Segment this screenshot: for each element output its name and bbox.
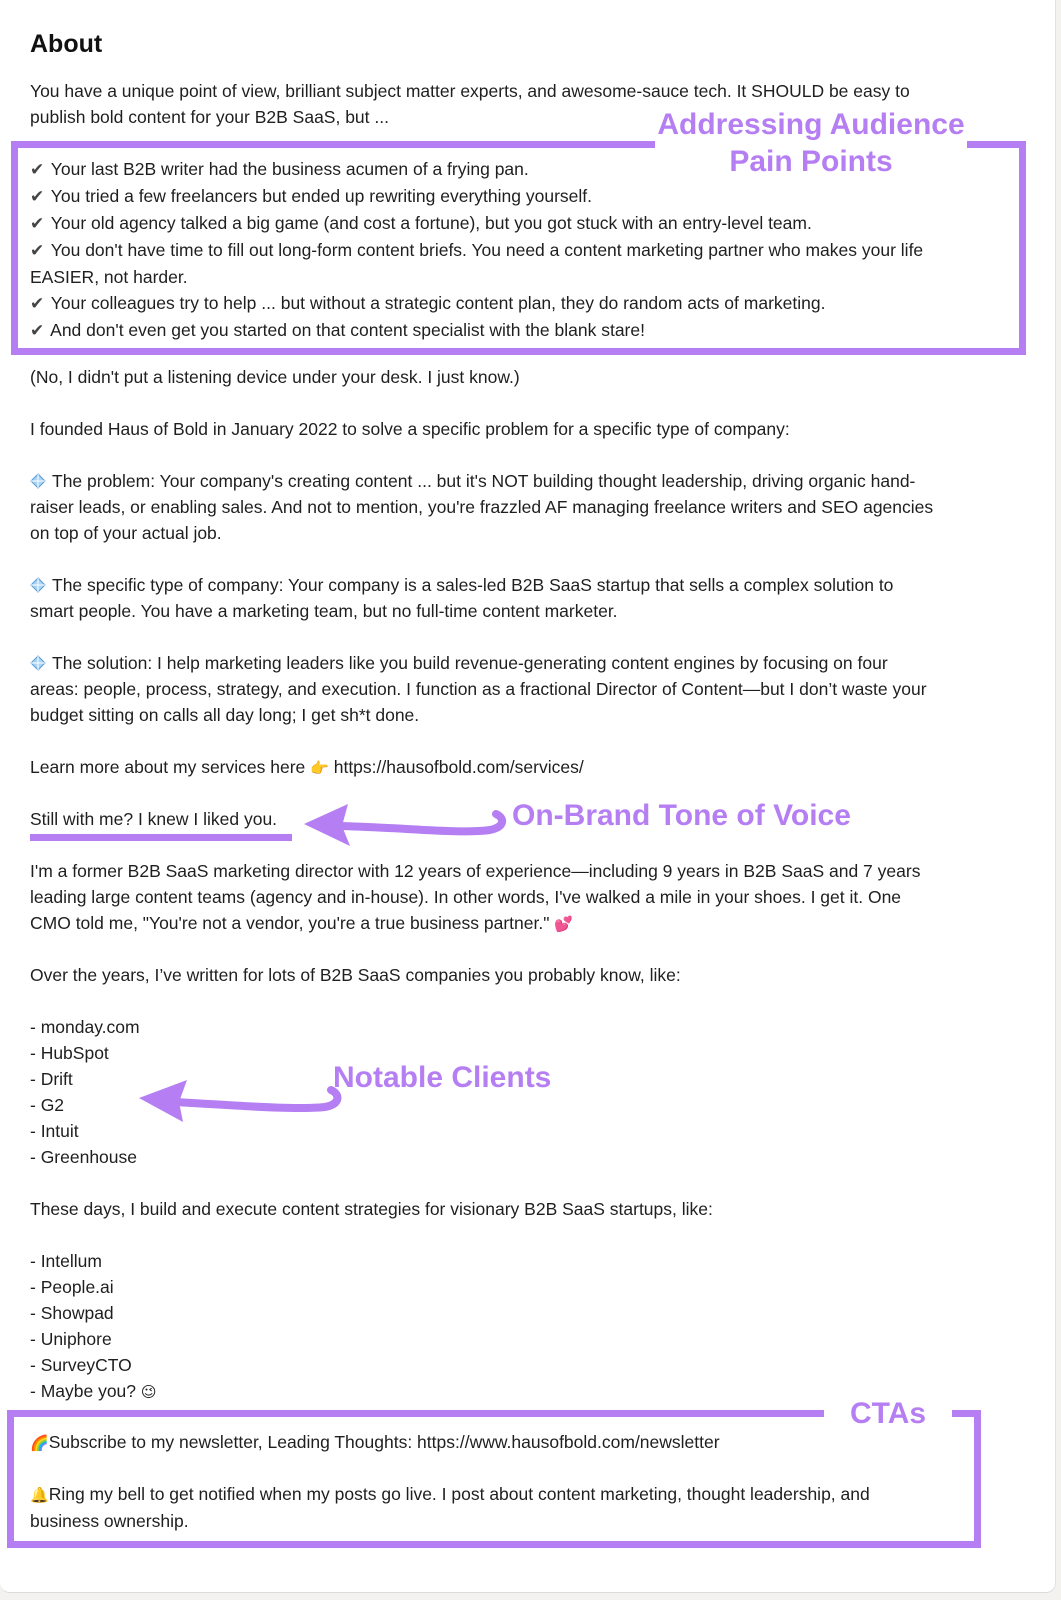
client-item: - Maybe you? 😉	[30, 1381, 157, 1401]
pain-point-item: ✔ You don't have time to fill out long-form content briefs. You need a content marketing partner who makes your life	[30, 240, 924, 260]
clients-annotation-label: Notable Clients	[333, 1061, 552, 1094]
founded-text: I founded Haus of Bold in January 2022 to solve a specific problem for a specific type of company:	[30, 419, 790, 439]
pain-point-item: ✔ Your last B2B writer had the business acumen of a frying pan.	[30, 159, 529, 179]
pointing-hand-icon: 👉	[310, 759, 329, 777]
diamond-icon	[30, 577, 46, 593]
ctas-annotation-label: CTAs	[849, 1397, 927, 1430]
winking-face-icon: 😉	[140, 1383, 157, 1401]
client-item: - Showpad	[30, 1303, 114, 1323]
hearts-icon: 💕	[554, 915, 573, 933]
diamond-icon	[30, 655, 46, 671]
intro-paragraph: You have a unique point of view, brilliant subject matter experts, and awesome-sauce tech. It SHOULD be easy to publish bold content for your B2B SaaS, but ...	[30, 81, 910, 127]
pain-point-item: ✔ And don't even get you started on that content specialist with the blank stare!	[30, 320, 645, 340]
pain-point-item: ✔ Your colleagues try to help ... but without a strategic content plan, they do random acts of marketing.	[30, 293, 826, 313]
services-link[interactable]: https://hausofbold.com/services/	[333, 757, 584, 777]
tone-annotation-label: On-Brand Tone of Voice	[512, 799, 851, 832]
rainbow-icon: 🌈	[30, 1434, 49, 1452]
pain-points-list: ✔ Your last B2B writer had the business acumen of a frying pan. ✔ You tried a few freelancers but ended up rewriting everything yourself. ✔ Your old agency talked a big game (and cost a fortune), but you got stuck with an entry-level team. ✔ You don't have time to fill out long-form content briefs. You need a content marketing partner who makes your life EASIER, not harder. ✔ Your colleagues try to help ... but without a strategic content plan, they do random acts of marketing. ✔ And don't even get you started on that content specialist with the blank stare!	[30, 156, 1020, 344]
client-item: - Greenhouse	[30, 1147, 138, 1167]
services-line: Learn more about my services here 👉 https://hausofbold.com/services/	[30, 757, 584, 777]
client-item: - SurveyCTO	[30, 1355, 132, 1375]
pain-points-annotation-label: Addressing Audience Pain Points	[657, 108, 965, 178]
checkmark-icon: ✔	[30, 241, 45, 260]
client-item: - HubSpot	[30, 1043, 109, 1063]
diamond-icon	[30, 473, 46, 489]
client-item: - Intuit	[30, 1121, 79, 1141]
client-item: - People.ai	[30, 1277, 114, 1297]
client-item: - G2	[30, 1095, 65, 1115]
checkmark-icon: ✔	[30, 214, 45, 233]
client-item: - Drift	[30, 1069, 73, 1089]
bell-cta: 🔔Ring my bell to get notified when my posts go live. I post about content marketing, thought leadership, and business ownership.	[30, 1484, 870, 1531]
pain-point-item: ✔ You tried a few freelancers but ended up rewriting everything yourself.	[30, 186, 592, 206]
checkmark-icon: ✔	[30, 160, 45, 179]
bell-icon: 🔔	[30, 1486, 49, 1504]
checkmark-icon: ✔	[30, 187, 45, 206]
still-with-me-text: Still with me? I knew I liked you.	[30, 809, 278, 829]
company-type-paragraph: The specific type of company: Your company is a sales-led B2B SaaS startup that sells a complex solution to smart people. You have a marketing team, but no full-time content marketer.	[30, 575, 894, 621]
checkmark-icon: ✔	[30, 294, 45, 313]
listening-device-text: (No, I didn't put a listening device under your desk. I just know.)	[30, 367, 520, 387]
tone-underline	[30, 834, 292, 841]
problem-paragraph: The problem: Your company's creating content ... but it's NOT building thought leadership, driving organic hand- raiser leads, or enabling sales. And not to mention, you're frazzled AF managing freelance writers and SEO agencies on top of your actual job.	[30, 471, 934, 543]
client-item: - Intellum	[30, 1251, 102, 1271]
current-clients-intro: These days, I build and execute content strategies for visionary B2B SaaS startups, like:	[30, 1199, 713, 1219]
solution-paragraph: The solution: I help marketing leaders like you build revenue-generating content engines by focusing on four areas: people, process, strategy, and execution. I function as a fractional Director of Content—but I don’t waste your budget sitting on calls all day long; I get sh*t done.	[30, 653, 927, 725]
clients-arrow-icon	[135, 1076, 345, 1126]
pain-point-item: ✔ Your old agency talked a big game (and cost a fortune), but you got stuck with an entry-level team.	[30, 213, 812, 233]
client-item: - Uniphore	[30, 1329, 112, 1349]
newsletter-cta	[30, 1429, 1020, 1456]
past-clients-intro: Over the years, I’ve written for lots of B2B SaaS companies you probably know, like:	[30, 965, 681, 985]
section-title: About	[30, 30, 103, 58]
tone-arrow-icon	[300, 800, 510, 850]
bio-paragraph: I'm a former B2B SaaS marketing director with 12 years of experience—including 9 years in B2B SaaS and 7 years leading large content teams (agency and in-house). In other words, I've walked a mile in your shoes. I get it. One CMO told me, "You're not a vendor, you're a true business partner." 💕	[30, 861, 921, 933]
newsletter-link[interactable]: Subscribe to my newsletter, Leading Thoughts: https://www.hausofbold.com/newsletter	[48, 1432, 720, 1452]
checkmark-icon: ✔	[30, 321, 45, 340]
current-clients-list	[30, 1248, 1020, 1405]
client-item: - monday.com	[30, 1017, 140, 1037]
